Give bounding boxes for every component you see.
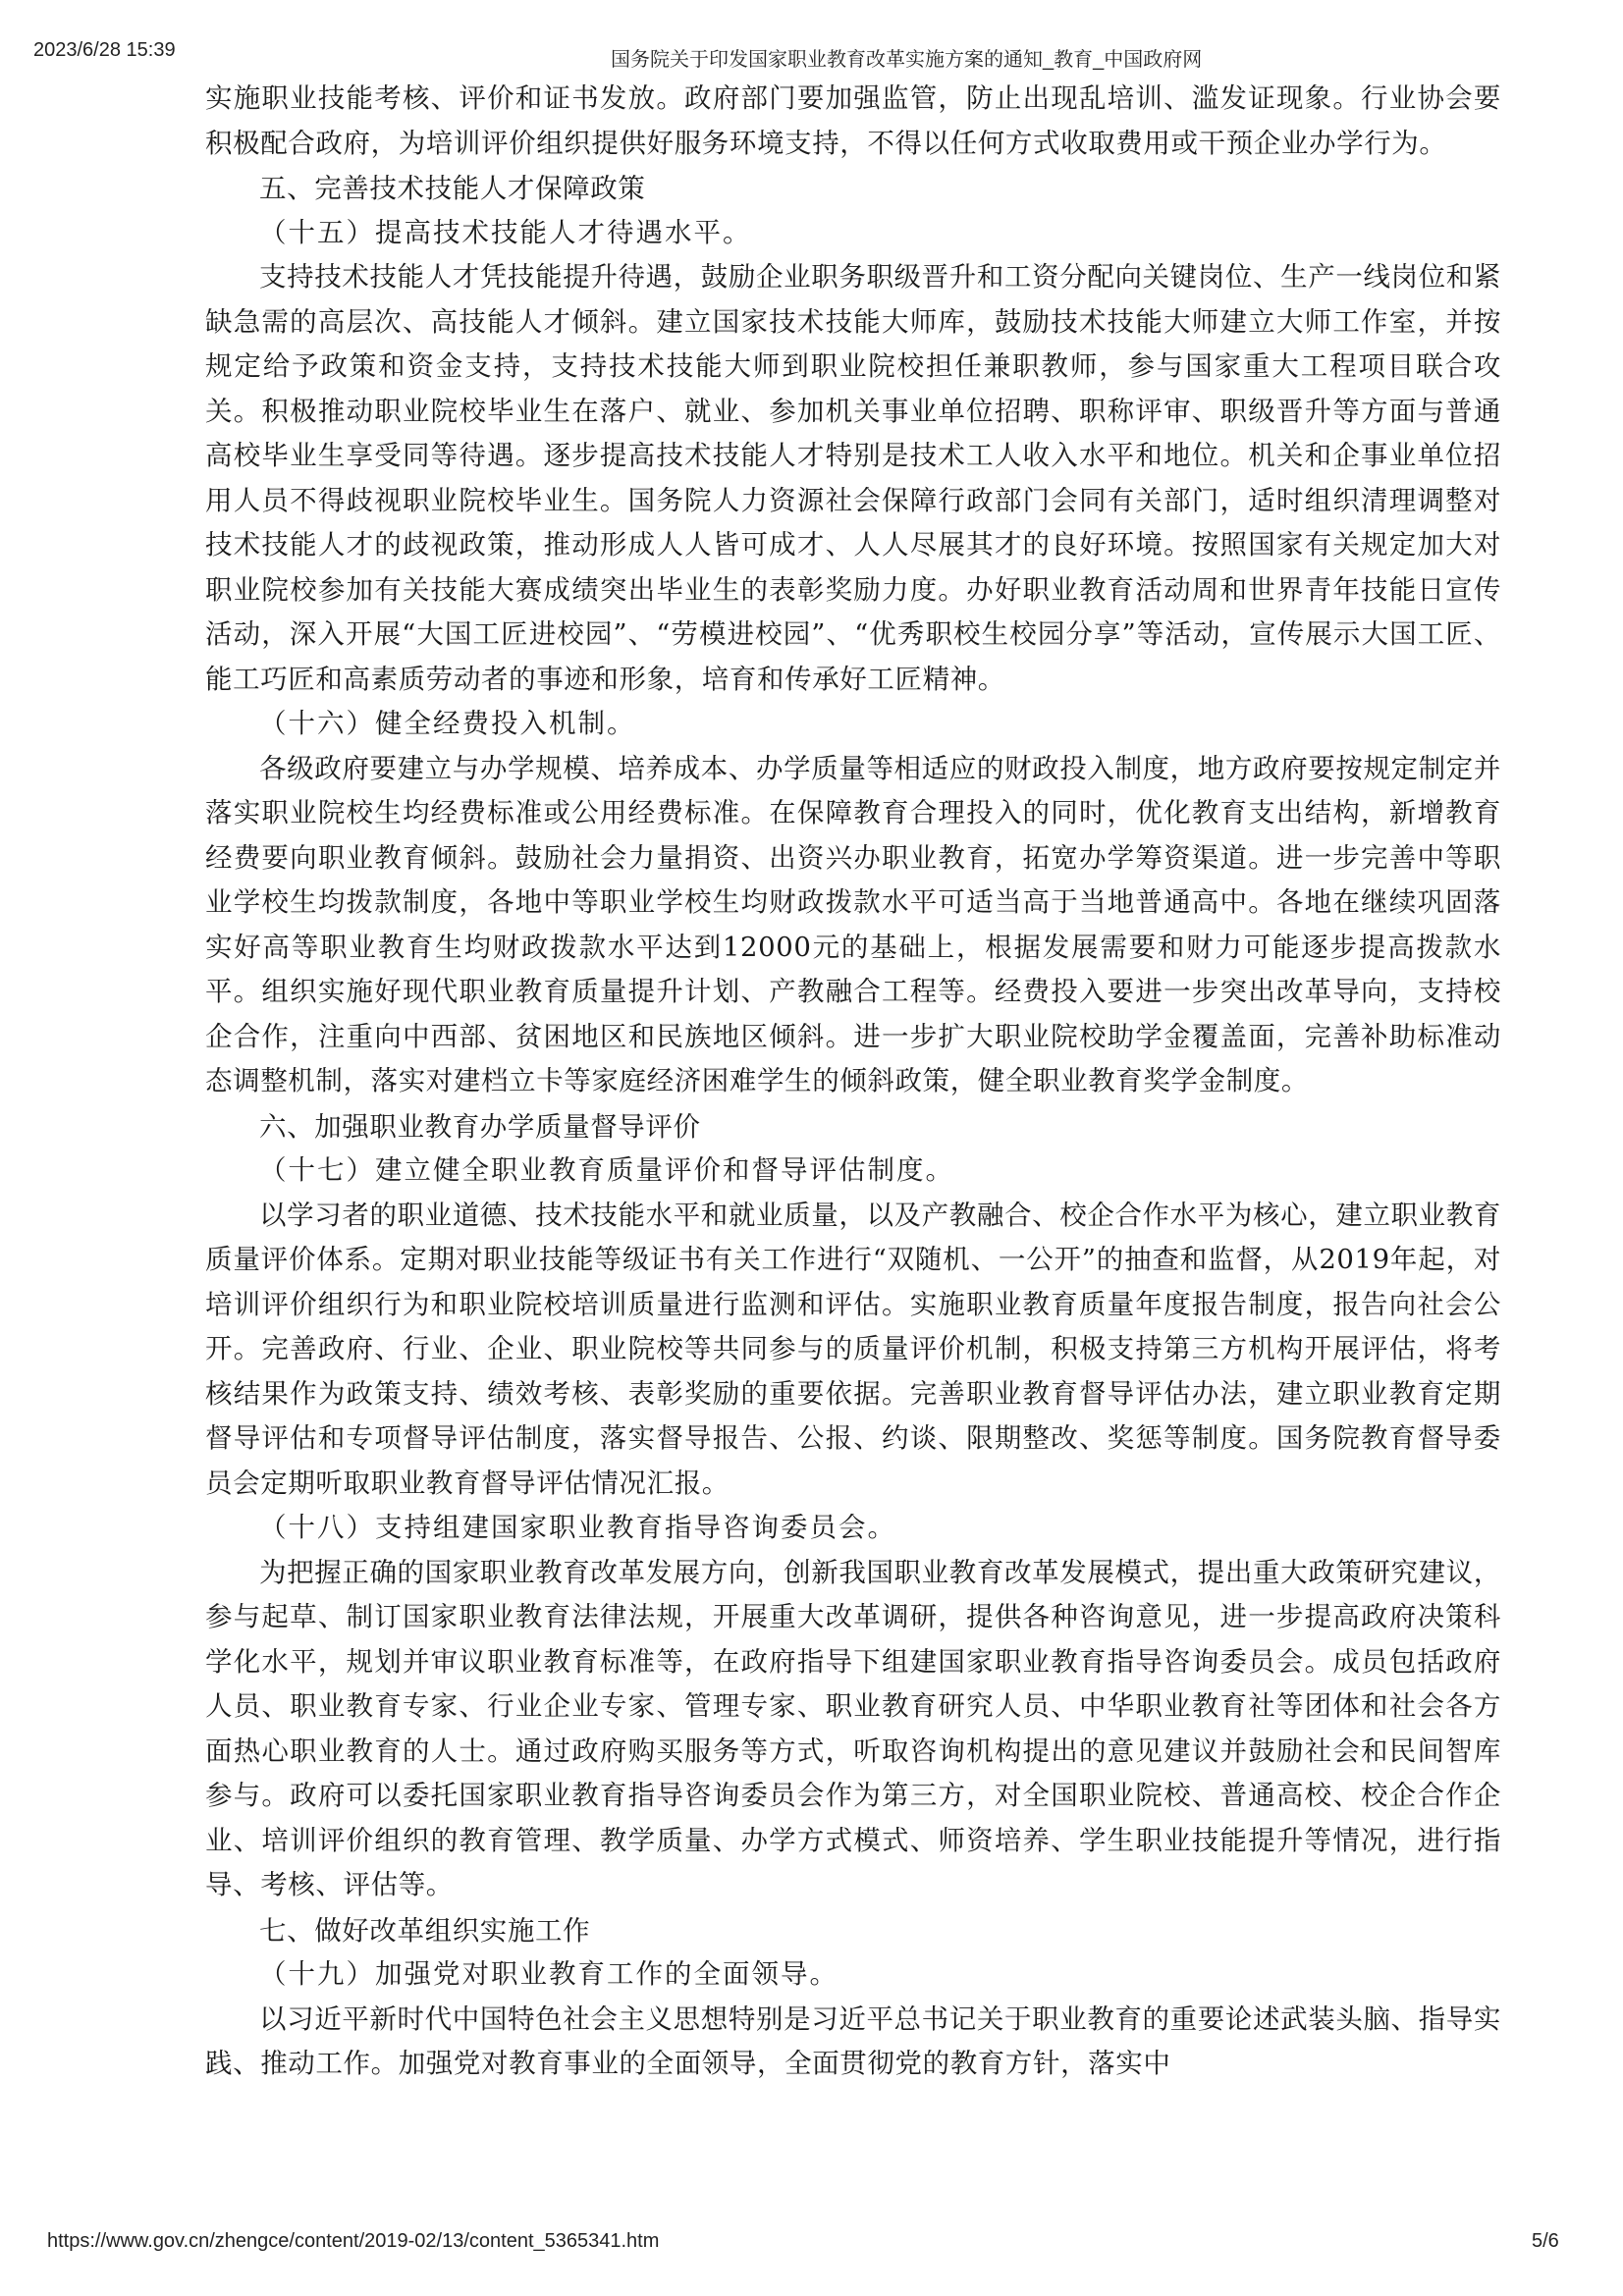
sub-heading: （十七）建立健全职业教育质量评价和督导评估制度。: [259, 1154, 954, 1186]
page-url: https://www.gov.cn/zhengce/content/2019-02/13/content_5365341.htm: [47, 2230, 660, 2252]
body-paragraph: 以习近平新时代中国特色社会主义思想特别是习近平总书记关于职业教育的重要论述武装头脑、指导实践、推动工作。加强党对教育事业的全面领导，全面贯彻党的教育方针，落实中: [205, 2002, 1501, 2079]
document-body: [205, 77, 1501, 2087]
sub-heading: （十六）健全经费投入机制。: [259, 708, 636, 739]
print-header: [0, 29, 1623, 69]
sub-heading: （十九）加强党对职业教育工作的全面领导。: [259, 1958, 839, 1990]
section-heading: 六、加强职业教育办学质量督导评价: [259, 1110, 701, 1142]
body-paragraph: 各级政府要建立与办学规模、培养成本、办学质量等相适应的财政投入制度，地方政府要按规定制定并落实职业院校生均经费标准或公用经费标准。在保障教育合理投入的同时，优化教育支出结构，新增教育经费要向职业教育倾斜。鼓励社会力量捐资、出资兴办职业教育，拓宽办学筹资渠道。进一步完善中等职业学校生均拨款制度，各地中等职业学校生均财政拨款水平可适当高于当地普通高中。各地在继续巩固落实好高等职业教育生均财政拨款水平达到12000元的基础上，根据发展需要和财力可能逐步提高拨款水平。组织实施好现代职业教育质量提升计划、产教融合工程等。经费投入要进一步突出改革导向，支持校企合作，注重向中西部、贫困地区和民族地区倾斜。进一步扩大职业院校助学金覆盖面，完善补助标准动态调整机制，落实对建档立卡等家庭经济困难学生的倾斜政策，健全职业教育奖学金制度。: [205, 752, 1501, 1096]
body-paragraph: 支持技术技能人才凭技能提升待遇，鼓励企业职务职级晋升和工资分配向关键岗位、生产一线岗位和紧缺急需的高层次、高技能人才倾斜。建立国家技术技能大师库，鼓励技术技能大师建立大师工作室，并按规定给予政策和资金支持，支持技术技能大师到职业院校担任兼职教师，参与国家重大工程项目联合攻关。积极推动职业院校毕业生在落户、就业、参加机关事业单位招聘、职称评审、职级晋升等方面与普通高校毕业生享受同等待遇。逐步提高技术技能人才特别是技术工人收入水平和地位。机关和企事业单位招用人员不得歧视职业院校毕业生。国务院人力资源社会保障行政部门会同有关部门，适时组织清理调整对技术技能人才的歧视政策，推动形成人人皆可成才、人人尽展其才的良好环境。按照国家有关规定加大对职业院校参加有关技能大赛成绩突出毕业生的表彰奖励力度。办好职业教育活动周和世界青年技能日宣传活动，深入开展“大国工匠进校园”、“劳模进校园”、“优秀职校生校园分享”等活动，宣传展示大国工匠、能工巧匠和高素质劳动者的事迹和形象，培育和传承好工匠精神。: [205, 261, 1501, 695]
section-heading: 五、完善技术技能人才保障政策: [259, 173, 646, 203]
print-footer: [0, 2230, 1623, 2269]
sub-heading: （十八）支持组建国家职业教育指导咨询委员会。: [259, 1512, 896, 1543]
body-paragraph: 实施职业技能考核、评价和证书发放。政府部门要加强监管，防止出现乱培训、滥发证现象。行业协会要积极配合政府，为培训评价组织提供好服务环境支持，不得以任何方式收取费用或干预企业办学行为。: [205, 82, 1501, 159]
print-datetime: 2023/6/28 15:39: [33, 39, 176, 61]
page-number: 5/6: [1532, 2230, 1559, 2252]
sub-heading: （十五）提高技术技能人才待遇水平。: [259, 216, 752, 248]
body-paragraph: 为把握正确的国家职业教育改革发展方向，创新我国职业教育改革发展模式，提出重大政策研究建议，参与起草、制订国家职业教育法律法规，开展重大改革调研，提供各种咨询意见，进一步提高政府决策科学化水平，规划并审议职业教育标准等，在政府指导下组建国家职业教育指导咨询委员会。成员包括政府人员、职业教育专家、行业企业专家、管理专家、职业教育研究人员、中华职业教育社等团体和社会各方面热心职业教育的人士。通过政府购买服务等方式，听取咨询机构提出的意见建议并鼓励社会和民间智库参与。政府可以委托国家职业教育指导咨询委员会作为第三方，对全国职业院校、普通高校、校企合作企业、培训评价组织的教育管理、教学质量、办学方式模式、师资培养、学生职业技能提升等情况，进行指导、考核、评估等。: [205, 1556, 1501, 1900]
print-page-title: 国务院关于印发国家职业教育改革实施方案的通知_教育_中国政府网: [611, 49, 1203, 71]
body-paragraph: 以学习者的职业道德、技术技能水平和就业质量，以及产教融合、校企合作水平为核心，建立职业教育质量评价体系。定期对职业技能等级证书有关工作进行“双随机、一公开”的抽查和监督，从2019年起，对培训评价组织行为和职业院校培训质量进行监测和评估。实施职业教育质量年度报告制度，报告向社会公开。完善政府、行业、企业、职业院校等共同参与的质量评价机制，积极支持第三方机构开展评估，将考核结果作为政策支持、绩效考核、表彰奖励的重要依据。完善职业教育督导评估办法，建立职业教育定期督导评估和专项督导评估制度，落实督导报告、公报、约谈、限期整改、奖惩等制度。国务院教育督导委员会定期听取职业教育督导评估情况汇报。: [205, 1199, 1501, 1499]
section-heading: 七、做好改革组织实施工作: [259, 1914, 591, 1946]
